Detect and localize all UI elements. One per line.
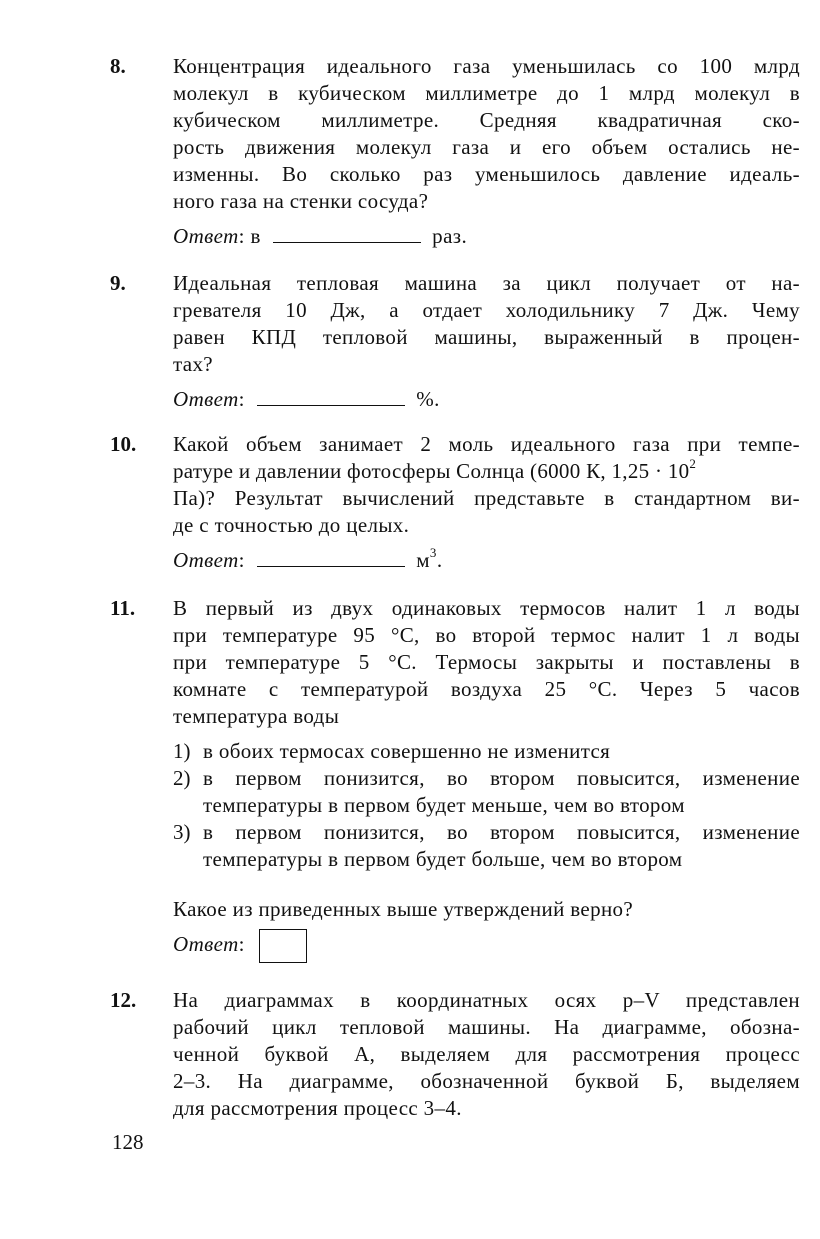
problem-12 — [110, 987, 800, 1122]
superscript: 2 — [689, 456, 697, 471]
problem-text-line: изменны. Во сколько раз уменьшилось давление идеаль- — [173, 162, 800, 186]
problem-text-line: На диаграммах в координатных осях p–V представлен — [173, 988, 800, 1012]
problem-text-line: ченной буквой А, выделяем для рассмотрения процесс — [173, 1042, 800, 1066]
problem-text-line: В первый из двух одинаковых термосов налит 1 л воды — [173, 596, 800, 620]
superscript: 3 — [429, 545, 437, 560]
answer-prefix: : — [238, 931, 245, 956]
problem-text-line: рабочий цикл тепловой машины. На диаграмме, обозна- — [173, 1015, 800, 1039]
option-number: 2) — [173, 766, 191, 790]
answer-line — [173, 386, 800, 413]
problem-text-line: Па)? Результат вычислений представьте в стандартном ви- — [173, 486, 800, 510]
problem-text-line: тах? — [173, 352, 213, 376]
problem-11 — [110, 595, 800, 963]
answer-blank[interactable] — [257, 548, 405, 567]
problem-text-line: кубическом миллиметре. Средняя квадратичная ско- — [173, 108, 800, 132]
answer-label: Ответ — [173, 224, 239, 248]
problem-text-line: Идеальная тепловая машина за цикл получает от на- — [173, 271, 800, 295]
answer-line — [173, 223, 800, 250]
answer-unit: м — [416, 548, 430, 572]
problem-text-line: равен КПД тепловой машины, выраженный в процен- — [173, 325, 800, 349]
problem-text-line: для рассмотрения процесс 3–4. — [173, 1096, 462, 1120]
problem-text-line: Какой объем занимает 2 моль идеального газа при темпе- — [173, 432, 800, 456]
answer-unit: %. — [416, 387, 440, 411]
option-number: 3) — [173, 820, 191, 844]
answer-blank[interactable] — [257, 387, 405, 406]
problem-10 — [110, 431, 800, 574]
problem-number: 9. — [110, 271, 126, 295]
answer-unit: раз. — [432, 224, 468, 248]
problem-text-line: ного газа на стенки сосуда? — [173, 189, 429, 213]
problem-number: 11. — [110, 596, 136, 620]
answer-label: Ответ — [173, 387, 239, 411]
problem-text-line — [173, 458, 800, 485]
answer-prefix: : — [238, 548, 245, 572]
option-1 — [173, 738, 800, 765]
problem-text-line: гревателя 10 Дж, а отдает холодильнику 7 Дж. Чему — [173, 298, 800, 322]
problem-8 — [110, 53, 800, 250]
problem-number: 12. — [110, 988, 137, 1012]
problem-text-line: де с точностью до целых. — [173, 513, 410, 537]
option-text-line: температуры в первом будет больше, чем во втором — [203, 847, 683, 871]
problem-text-line: при температуре 5 °С. Термосы закрыты и поставлены в — [173, 650, 800, 674]
problem-number: 10. — [110, 432, 137, 456]
answer-line — [173, 929, 800, 963]
answer-prefix: : — [238, 387, 245, 411]
option-text-line: температуры в первом будет меньше, чем во втором — [203, 793, 685, 817]
problem-text-line: при температуре 95 °С, во второй термос налит 1 л воды — [173, 623, 800, 647]
answer-prefix: : в — [238, 224, 261, 248]
problem-number: 8. — [110, 54, 126, 78]
answer-line — [173, 547, 800, 574]
problem-text-line: молекул в кубическом миллиметре до 1 млрд молекул в — [173, 81, 800, 105]
answer-box[interactable] — [259, 929, 307, 963]
problem-text-line: температура воды — [173, 704, 340, 728]
answer-label: Ответ — [173, 548, 239, 572]
option-number: 1) — [173, 739, 191, 763]
option-text-line: в первом понизится, во втором повысится, изменение — [203, 820, 800, 844]
problem-text-line: 2–3. На диаграмме, обозначенной буквой Б, выделяем — [173, 1069, 800, 1093]
problem-text-line: рость движения молекул газа и его объем остались не- — [173, 135, 800, 159]
problem-text: ратуре и давлении фотосферы Солнца (6000 К, 1,25 · 10 — [173, 459, 690, 483]
page-number: 128 — [112, 1130, 144, 1154]
option-text-line: в обоих термосах совершенно не изменится — [203, 739, 611, 763]
answer-blank[interactable] — [273, 224, 421, 243]
problem-text-line: Концентрация идеального газа уменьшилась со 100 млрд — [173, 54, 800, 78]
answer-unit-end: . — [436, 548, 443, 572]
problem-text-line: комнате с температурой воздуха 25 °С. Через 5 часов — [173, 677, 800, 701]
answer-label: Ответ — [173, 931, 239, 956]
problem-9 — [110, 270, 800, 413]
question-text: Какое из приведенных выше утверждений верно? — [173, 897, 634, 921]
option-2 — [173, 765, 800, 819]
option-text-line: в первом понизится, во втором повысится, изменение — [203, 766, 800, 790]
option-3 — [173, 819, 800, 873]
